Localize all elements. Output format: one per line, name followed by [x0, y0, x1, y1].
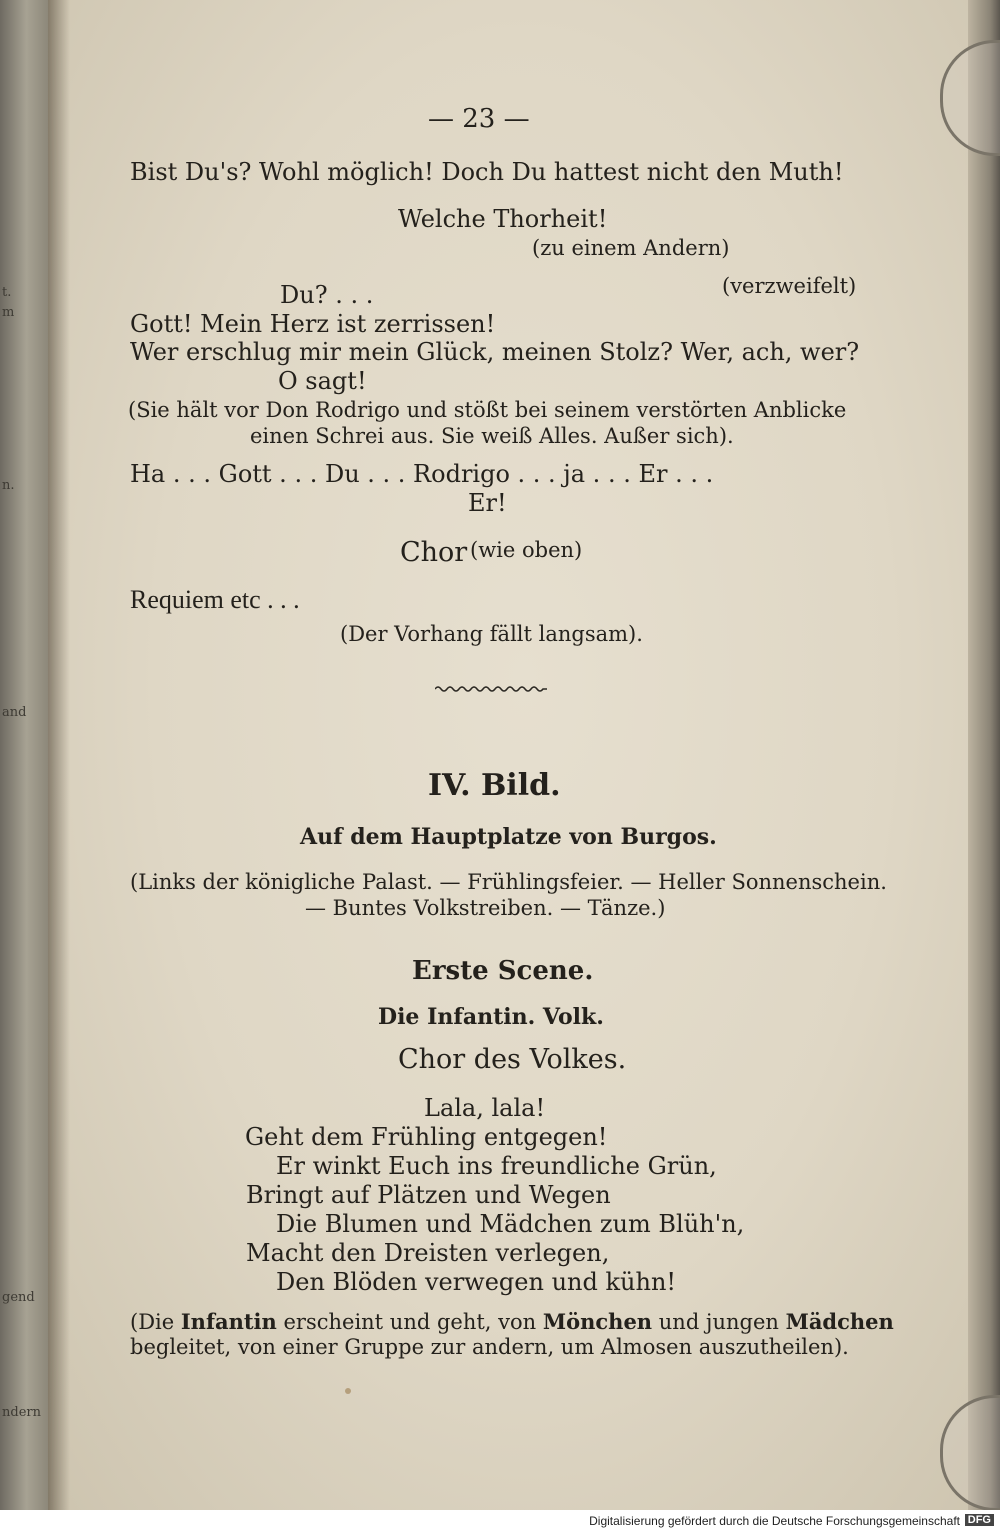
left-page-fragment: gend — [2, 1290, 35, 1305]
text-line: Ha . . . Gott . . . Du . . . Rodrigo . . . ja . . . Er . . . — [130, 460, 714, 488]
section-heading: IV. Bild. — [428, 768, 561, 803]
song-line: Den Blöden verwegen und kühn! — [276, 1268, 677, 1296]
ornament-divider — [435, 683, 547, 695]
text-line: Gott! Mein Herz ist zerrissen! — [130, 310, 496, 338]
speaker-heading: Chor — [400, 537, 468, 568]
stage-direction: begleitet, von einer Gruppe zur andern, um Almosen auszutheilen). — [130, 1335, 849, 1359]
text-line: Bist Du's? Wohl möglich! Doch Du hattest nicht den Muth! — [130, 158, 844, 186]
stage-direction: (verzweifelt) — [722, 274, 857, 298]
stage-direction — [130, 1309, 894, 1334]
stage-direction: (wie oben) — [470, 538, 583, 562]
song-line: Bringt auf Plätzen und Wegen — [246, 1181, 611, 1209]
stage-direction: (Der Vorhang fällt langsam). — [340, 622, 643, 646]
song-line: Geht dem Frühling entgegen! — [245, 1123, 608, 1151]
text-line: Welche Thorheit! — [398, 205, 608, 233]
closing-part: erscheint und geht, von — [276, 1310, 543, 1334]
scene-persons: Die Infantin. Volk. — [378, 1004, 604, 1030]
stage-direction: (Sie hält vor Don Rodrigo und stößt bei seinem verstörten Anblicke — [128, 398, 847, 422]
closing-part: (Die — [130, 1310, 181, 1334]
song-line: Lala, lala! — [424, 1094, 546, 1122]
left-page-fragment: t. — [2, 285, 12, 300]
stage-direction: einen Schrei aus. Sie weiß Alles. Außer sich). — [250, 424, 734, 448]
page-fold-shadow — [48, 0, 70, 1510]
song-line: Macht den Dreisten verlegen, — [246, 1239, 610, 1267]
left-page-edge — [0, 0, 48, 1510]
character-name: Infantin — [180, 1309, 277, 1334]
song-line: Die Blumen und Mädchen zum Blüh'n, — [276, 1210, 745, 1238]
scene-location: Auf dem Hauptplatze von Burgos. — [300, 824, 717, 850]
page-number: — 23 — — [428, 104, 530, 134]
character-name: Mönchen — [542, 1309, 653, 1334]
text-line: Wer erschlug mir mein Glück, meinen Stolz? Wer, ach, wer? — [130, 338, 860, 366]
scene-heading: Erste Scene. — [412, 956, 594, 986]
song-line: Er winkt Euch ins freundliche Grün, — [276, 1152, 717, 1180]
left-page-fragment: and — [2, 705, 27, 720]
left-page-fragment: ndern — [2, 1405, 41, 1420]
text-line: Er! — [468, 489, 507, 517]
paper-speck — [345, 1388, 351, 1394]
stage-direction: (zu einem Andern) — [532, 236, 730, 260]
closing-part: und jungen — [652, 1310, 786, 1334]
dfg-logo: DFG — [965, 1514, 994, 1526]
stage-direction: — Buntes Volkstreiben. — Tänze.) — [305, 896, 666, 920]
text-line: O sagt! — [278, 367, 367, 395]
character-name: Mädchen — [785, 1309, 894, 1334]
right-page-edge — [968, 0, 1000, 1510]
left-page-fragment: m — [2, 305, 15, 320]
footer-bar — [0, 1510, 1000, 1533]
speaker-heading: Chor des Volkes. — [398, 1044, 627, 1075]
stage-direction: (Links der königliche Palast. — Frühlingsfeier. — Heller Sonnenschein. — [130, 870, 887, 894]
footer-credit: Digitalisierung gefördert durch die Deutsche Forschungsgemeinschaft — [589, 1514, 960, 1528]
text-line: Du? . . . — [280, 281, 374, 309]
text-line: Requiem etc . . . — [130, 585, 300, 614]
left-page-fragment: n. — [2, 478, 15, 493]
